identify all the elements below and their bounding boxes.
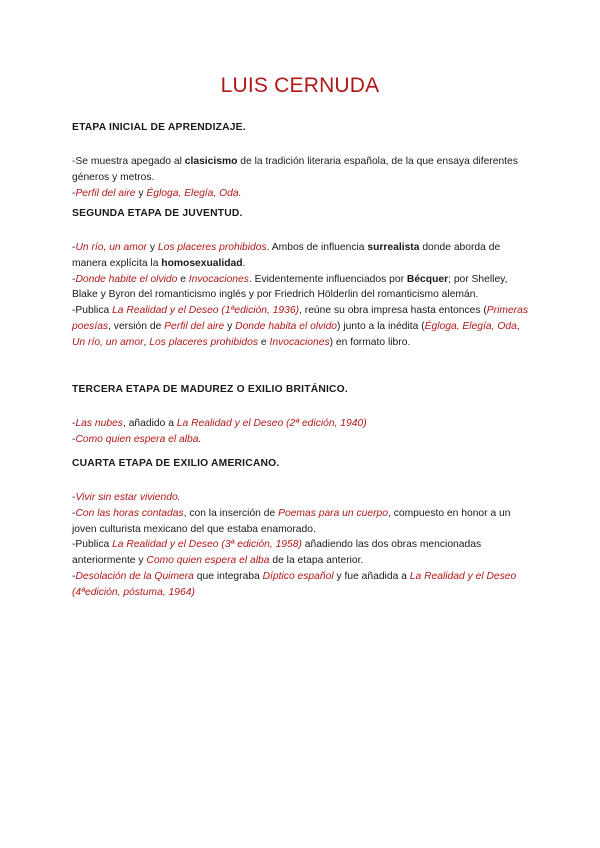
text: y [146, 242, 158, 253]
paragraph [72, 186, 528, 202]
work-title: Las nubes [75, 418, 123, 429]
text: - [72, 273, 76, 285]
page-title: LUIS CERNUDA [220, 74, 380, 97]
text: - [72, 492, 76, 503]
text: de la tradición literaria española, de la que ensaya diferentes géneros y metros. [72, 156, 518, 183]
text: . [242, 257, 246, 269]
text: - [72, 187, 76, 199]
section-heading: TERCERA ETAPA DE MADUREZ O EXILIO BRITÁNICO. [72, 384, 348, 395]
work-title: Égloga, Elegía, Oda [424, 320, 517, 332]
text: , con la inserción de [183, 507, 279, 519]
text: que integraba [193, 570, 263, 582]
bold-term: surrealista [367, 242, 420, 253]
work-title: La Realidad y el Deseo (2ª edición, 1940) [176, 418, 367, 429]
work-title: Los placeres prohibidos [157, 242, 267, 253]
work-title: Un río, un amor [75, 242, 147, 253]
paragraph [72, 569, 528, 601]
text: , [516, 320, 520, 332]
work-title: Los placeres prohibidos [149, 336, 259, 348]
work-title: Como quien espera el alba. [75, 433, 202, 445]
section-exilio-americano [72, 457, 528, 601]
text: ) en formato libro. [329, 336, 411, 348]
work-title: Poemas para un cuerpo [278, 507, 388, 519]
work-title: Desolación de la Quimera [75, 570, 194, 582]
text: e [177, 273, 189, 285]
text: , reúne su obra impresa hasta entonces ( [299, 305, 487, 317]
text: . Ambos de influencia [266, 242, 368, 253]
text: , añadido a [122, 418, 177, 429]
paragraph [72, 490, 528, 506]
section-heading: ETAPA INICIAL DE APRENDIZAJE. [72, 122, 246, 133]
text: - [72, 570, 76, 582]
text: -Publica [72, 305, 113, 317]
work-title: Como quien espera el alba [146, 555, 270, 567]
work-title: Donde habita el olvido [235, 320, 338, 332]
work-title: Díptico español [262, 570, 334, 582]
text: - [72, 418, 76, 429]
text: y [135, 187, 147, 199]
paragraph [72, 272, 528, 304]
work-title: Donde habite el olvido [75, 273, 178, 285]
paragraph [72, 303, 528, 350]
text: donde aborda de manera explícita la [72, 242, 501, 269]
work-title: Vivir sin estar viviendo. [75, 492, 181, 503]
work-title: Perfil del aire [164, 320, 225, 332]
work-title: Con las horas contadas [75, 507, 184, 519]
text: e [258, 336, 270, 348]
text: - [72, 433, 76, 445]
section-heading: SEGUNDA ETAPA DE JUVENTUD. [72, 208, 243, 219]
text: añadiendo las dos obras mencionadas anteriormente y [72, 539, 482, 567]
bold-term: homosexualidad [161, 257, 243, 269]
bold-term: Bécquer [406, 273, 449, 285]
text: ) junto a la inédita ( [337, 320, 425, 332]
work-title: Égloga, Elegía, Oda. [146, 187, 242, 199]
paragraph [72, 416, 528, 432]
text: ; por Shelley, Blake y Byron del romanticismo inglés y por Friedrich Hölderlin del romanticismo alemán. [72, 273, 508, 301]
section-madurez [72, 383, 528, 448]
work-title: Invocaciones [269, 336, 330, 348]
section-etapa-inicial [72, 121, 528, 201]
text: -Publica [72, 539, 113, 551]
paragraph [72, 154, 528, 186]
paragraph [72, 506, 528, 538]
work-title: Un río, un amor [72, 336, 144, 348]
work-title: Primeras poesías [72, 305, 528, 332]
paragraph [72, 537, 528, 569]
text: y fue añadida a [333, 570, 410, 582]
text: , [143, 336, 150, 348]
text: y [224, 320, 236, 332]
text: -Se muestra apegado al [72, 156, 185, 167]
work-title: La Realidad y el Deseo (4ªedición, póstuma, 1964) [72, 570, 517, 598]
paragraph [72, 432, 528, 448]
work-title: La Realidad y el Deseo (1ªedición, 1936) [112, 305, 300, 317]
text: . Evidentemente influenciados por [248, 273, 407, 285]
paragraph [72, 240, 528, 272]
text: - [72, 242, 76, 253]
section-heading: CUARTA ETAPA DE EXILIO AMERICANO. [72, 458, 280, 469]
work-title: Perfil del aire [75, 187, 136, 199]
text: - [72, 507, 76, 519]
text: de la etapa anterior. [269, 555, 364, 567]
work-title: La Realidad y el Deseo (3ª edición, 1958) [112, 539, 302, 551]
text: , compuesto en honor a un joven culturista mexicano del que estaba enamorado. [72, 507, 511, 535]
text: , versión de [108, 320, 165, 332]
work-title: Invocaciones [188, 273, 249, 285]
bold-term: clasicismo [184, 156, 238, 167]
section-juventud [72, 207, 528, 351]
